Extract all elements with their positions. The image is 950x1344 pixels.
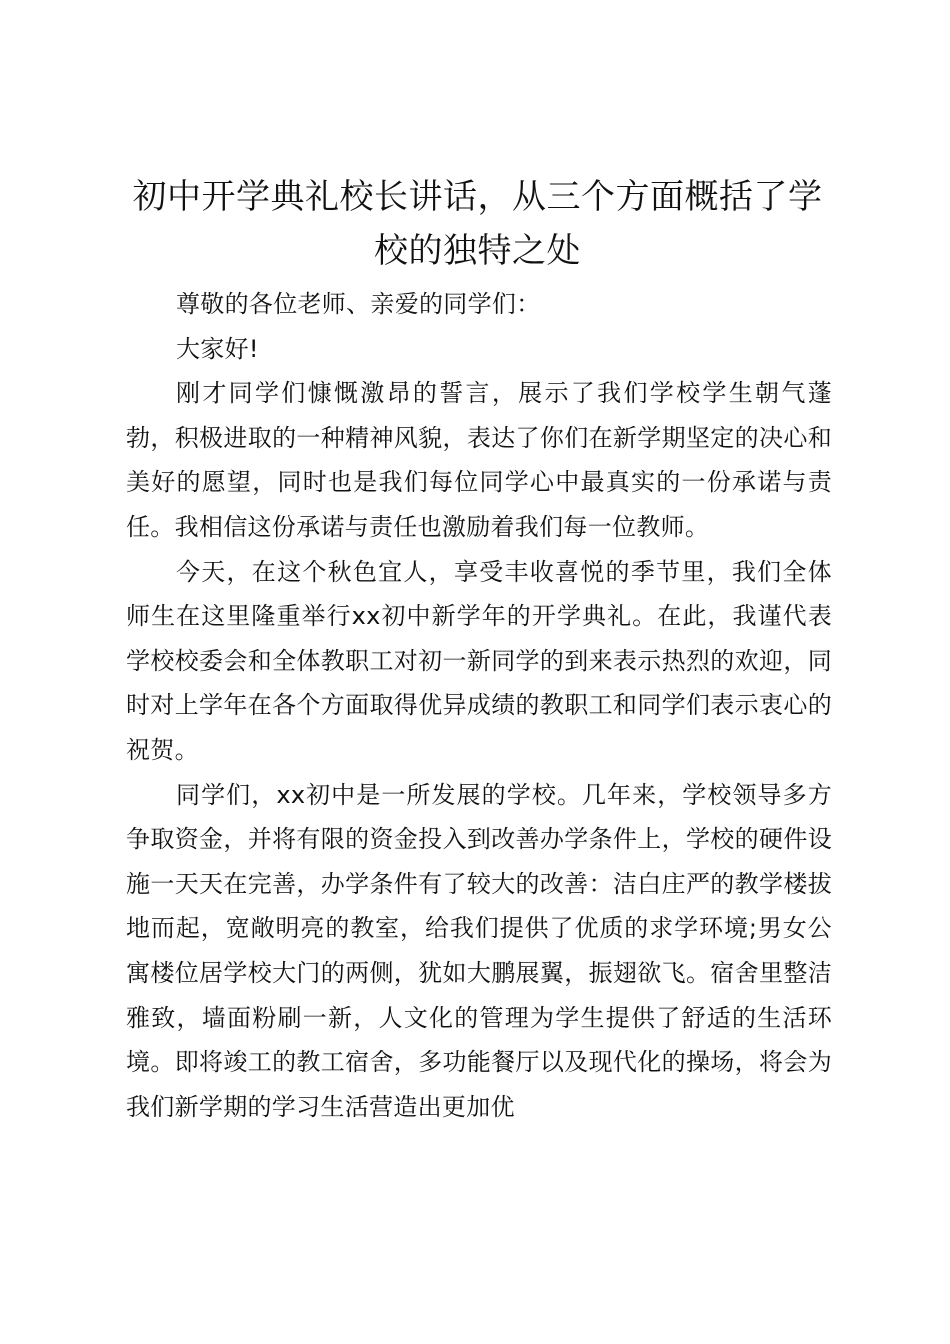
document-body [126, 282, 832, 1129]
salutation-paragraph: 尊敬的各位老师、亲爱的同学们： [176, 290, 541, 318]
body-paragraph: 刚才同学们慷慨激昂的誓言，展示了我们学校学生朝气蓬勃，积极进取的一种精神风貌，表达了你们在新学期坚定的决心和美好的愿望，同时也是我们每位同学心中最真实的一份承诺与责任。我相信这份承诺与责任也激励着我们每一位教师。 [126, 379, 832, 541]
greeting-paragraph: 大家好! [176, 334, 259, 363]
body-paragraph: 今天，在这个秋色宜人，享受丰收喜悦的季节里，我们全体师生在这里隆重举行xx初中新学年的开学典礼。在此，我谨代表学校校委会和全体教职工对初一新同学的到来表示热烈的欢迎，同时对上学年在各个方面取得优异成绩的教职工和同学们表示衷心的祝贺。 [126, 557, 832, 764]
document-title: 初中开学典礼校长讲话，从三个方面概括了学校的独特之处 [132, 177, 823, 271]
body-paragraph: 同学们，xx初中是一所发展的学校。几年来，学校领导多方争取资金，并将有限的资金投入到改善办学条件上，学校的硬件设施一天天在完善，办学条件有了较大的改善：洁白庄严的教学楼拔地而起，宽敞明亮的教室，给我们提供了优质的求学环境;男女公寓楼位居学校大门的两侧，犹如大鹏展翼，振翅欲飞。宿舍里整洁雅致，墙面粉刷一新，人文化的管理为学生提供了舒适的生活环境。即将竣工的教工宿舍，多功能餐厅以及现代化的操场，将会为我们新学期的学习生活营造出更加优 [126, 780, 832, 1121]
